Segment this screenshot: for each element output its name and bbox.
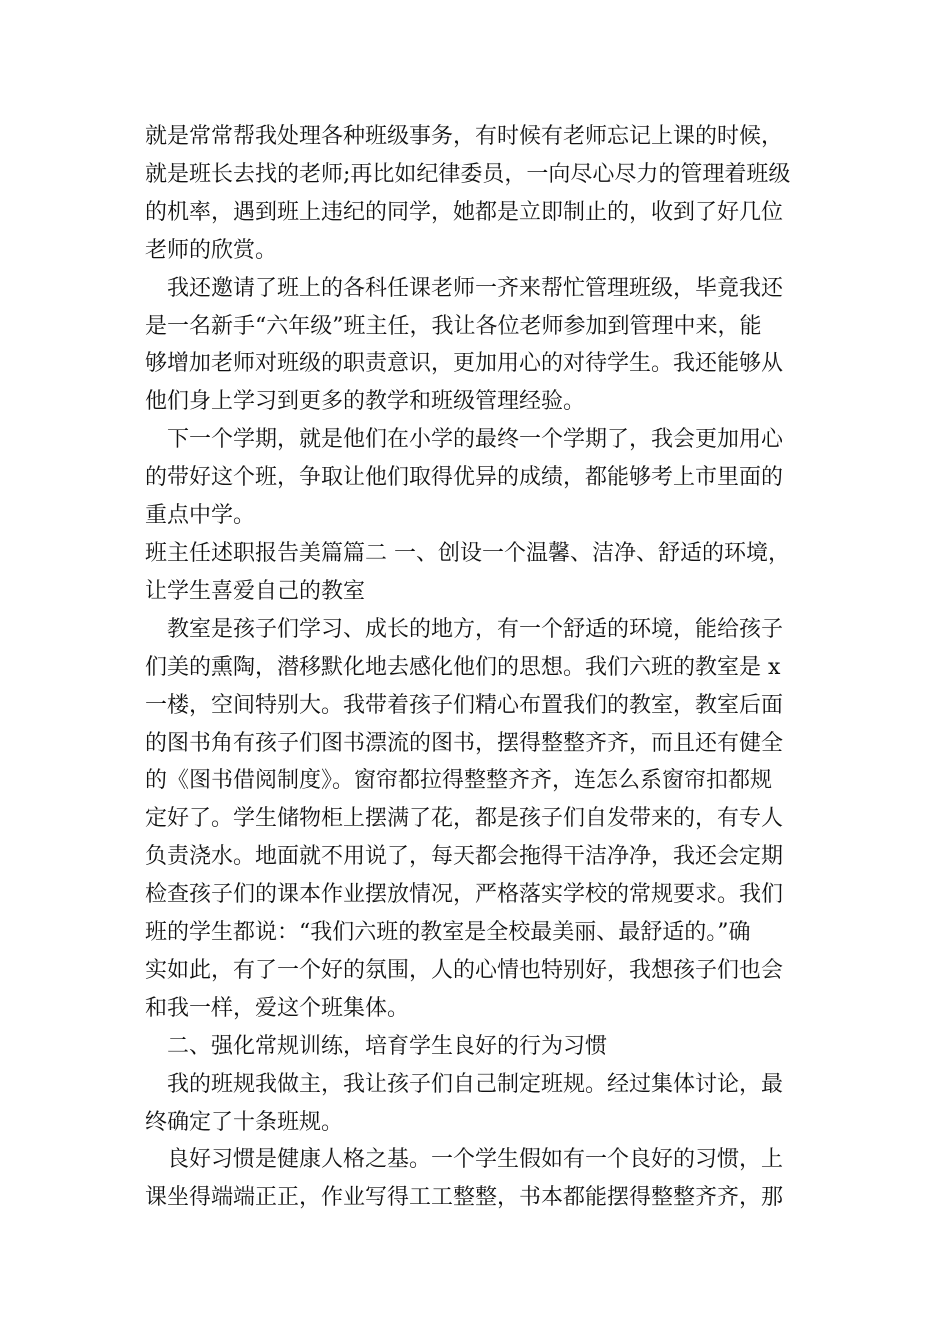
text-line: 的图书角有孩子们图书漂流的图书，摆得整整齐齐，而且还有健全 [145, 730, 784, 756]
text-line: 是一名新手“六年级”班主任，我让各位老师参加到管理中来，能 [145, 313, 762, 339]
text-line: 实如此，有了一个好的氛围，人的心情也特别好，我想孩子们也会 [145, 957, 784, 983]
text-line: 二、强化常规训练，培育学生良好的行为习惯 [167, 1033, 608, 1059]
text-line: 的机率，遇到班上违纪的同学，她都是立即制止的，收到了好几位 [145, 199, 784, 225]
text-line: 他们身上学习到更多的教学和班级管理经验。 [145, 389, 586, 415]
text-line: 课坐得端端正正，作业写得工工整整，书本都能摆得整整齐齐，那 [145, 1185, 784, 1211]
text-line: 检查孩子们的课本作业摆放情况，严格落实学校的常规要求。我们 [145, 882, 784, 908]
text-line: 和我一样，爱这个班集体。 [145, 995, 410, 1021]
text-line: 就是常常帮我处理各种班级事务，有时候有老师忘记上课的时候， [145, 124, 784, 149]
paragraph-next-semester [145, 421, 809, 535]
text-line: 我还邀请了班上的各科任课老师一齐来帮忙管理班级，毕竟我还 [167, 275, 784, 301]
text-line: 的《图书借阅制度》。窗帘都拉得整整齐齐，连怎么系窗帘扣都规 [145, 768, 773, 794]
text-line: 一楼，空间特别大。我带着孩子们精心布置我们的教室，教室后面 [145, 692, 784, 718]
text-line: 终确定了十条班规。 [145, 1109, 344, 1135]
text-line: 我的班规我做主，我让孩子们自己制定班规。经过集体讨论，最 [167, 1071, 784, 1097]
text-line: 够增加老师对班级的职责意识，更加用心的对待学生。我还能够从 [145, 351, 784, 377]
paragraph-class-rules [145, 1066, 809, 1142]
text-line: 让学生喜爱自己的教室 [145, 578, 366, 604]
section-heading-routine-training [145, 1028, 809, 1066]
text-line: 教室是孩子们学习、成长的地方，有一个舒适的环境，能给孩子 [167, 616, 784, 642]
text-line: 们美的熏陶，潜移默化地去感化他们的思想。我们六班的教室是 x [145, 654, 781, 680]
text-line: 班主任述职报告美篇篇二 一、创设一个温馨、洁净、舒适的环境， [145, 540, 790, 566]
text-line: 负责浇水。地面就不用说了，每天都会拖得干洁净净，我还会定期 [145, 844, 784, 870]
text-line: 良好习惯是健康人格之基。一个学生假如有一个良好的习惯，上 [167, 1147, 784, 1173]
section-heading-article-two [145, 535, 809, 611]
paragraph-teachers-help [145, 270, 809, 422]
text-line: 的带好这个班，争取让他们取得优异的成绩，都能够考上市里面的 [145, 465, 784, 491]
text-line: 老师的欣赏。 [145, 237, 278, 263]
paragraph-classroom-environment [145, 611, 809, 1028]
text-line: 就是班长去找的老师;再比如纪律委员，一向尽心尽力的管理着班级 [145, 161, 791, 187]
text-line: 下一个学期，就是他们在小学的最终一个学期了，我会更加用心 [167, 427, 784, 453]
paragraph-good-habits [145, 1141, 809, 1217]
paragraph-class-officers [145, 118, 809, 270]
text-line: 重点中学。 [145, 503, 256, 529]
text-line: 定好了。学生储物柜上摆满了花，都是孩子们自发带来的，有专人 [145, 806, 784, 832]
document-body [145, 118, 809, 1217]
text-line: 班的学生都说：“我们六班的教室是全校最美丽、最舒适的。”确 [145, 920, 751, 946]
